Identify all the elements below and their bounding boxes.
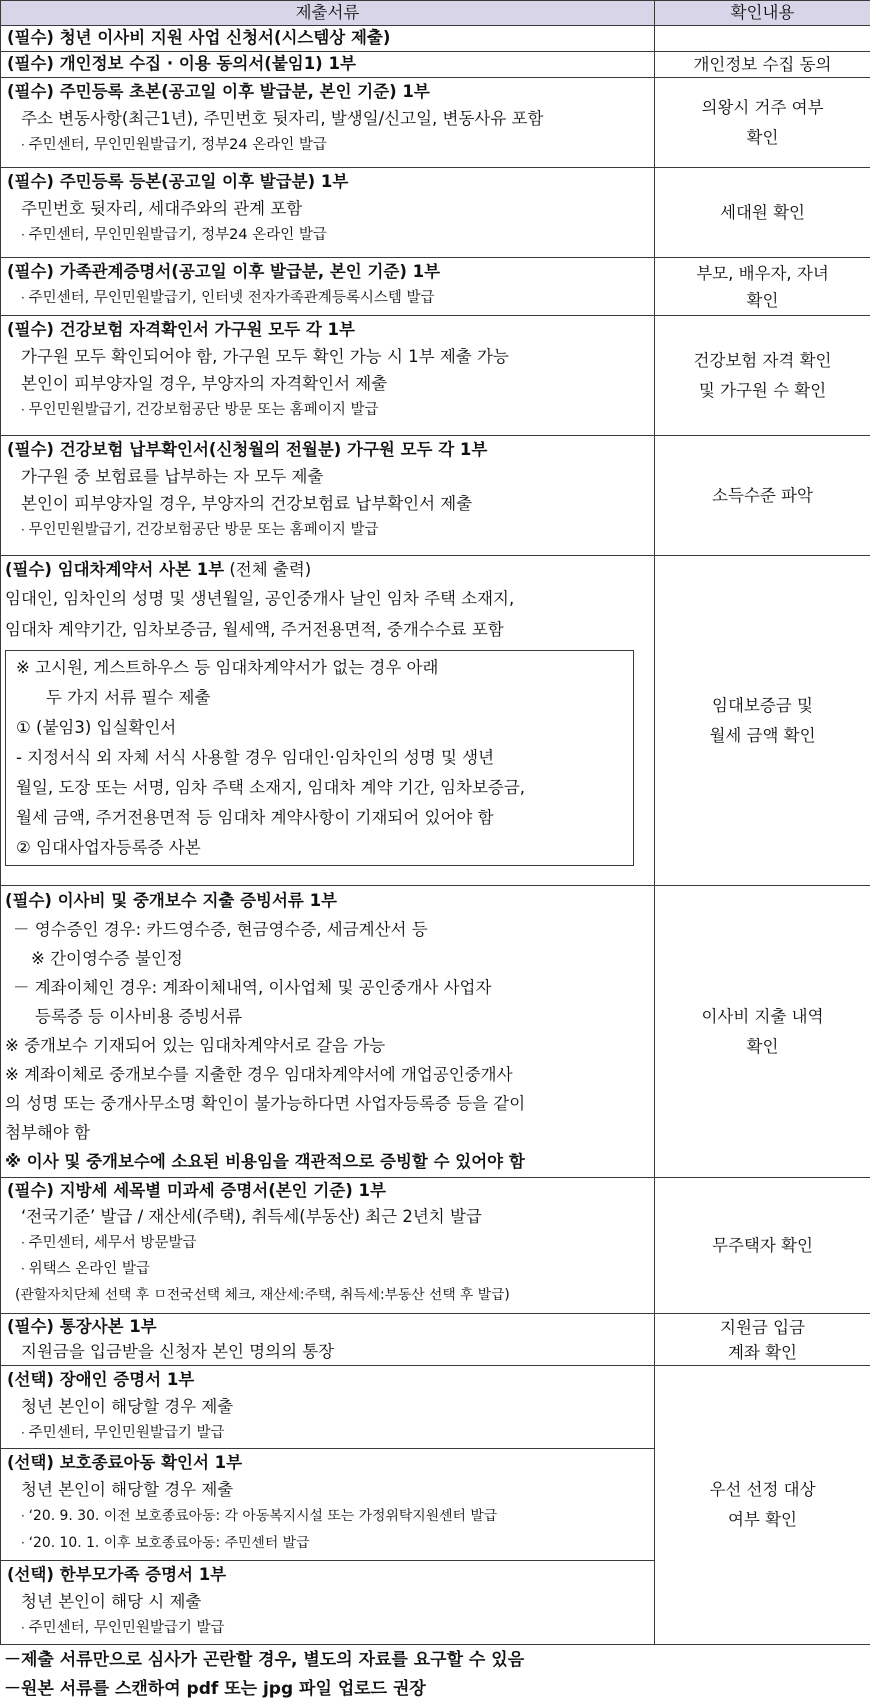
doc-detail: 본인이 피부양자일 경우, 부양자의 건강보험료 납부확인서 제출 bbox=[7, 490, 650, 517]
doc-title: (필수) 가족관계증명서(공고일 이후 발급분, 본인 기준) 1부 bbox=[7, 258, 650, 285]
footer-note: －제출 서류만으로 심사가 곤란할 경우, 별도의 자료를 요구할 수 있음 bbox=[0, 1646, 870, 1675]
table-row bbox=[1, 168, 870, 258]
doc-detail: 주소 변동사항(최근1년), 주민번호 뒷자리, 발생일/신고일, 변동사유 포함 bbox=[7, 105, 650, 132]
doc-title: (필수) 이사비 및 중개보수 지출 증빙서류 1부 bbox=[5, 886, 650, 915]
footer-note: －원본 서류를 스캔하여 pdf 또는 jpg 파일 업로드 권장 bbox=[0, 1675, 870, 1704]
doc-detail: 지원금을 입금받을 신청자 본인 명의의 통장 bbox=[7, 1339, 650, 1364]
confirm-text: 건강보험 자격 확인 bbox=[659, 346, 866, 376]
doc-title: (필수) 주민등록 등본(공고일 이후 발급분) 1부 bbox=[7, 168, 650, 195]
confirm-text: 월세 금액 확인 bbox=[659, 721, 866, 751]
confirm-text: 임대보증금 및 bbox=[659, 691, 866, 721]
doc-title: (필수) 지방세 세목별 미과세 증명서(본인 기준) 1부 bbox=[7, 1178, 650, 1204]
doc-detail: － 영수증인 경우: 카드영수증, 현금영수증, 세금계산서 등 bbox=[5, 915, 650, 944]
table-row bbox=[1, 78, 870, 168]
doc-detail: ‘전국기준’ 발급 / 재산세(주택), 취득세(부동산) 최근 2년치 발급 bbox=[7, 1204, 650, 1230]
doc-detail: 청년 본인이 해당할 경우 제출 bbox=[7, 1393, 650, 1420]
doc-source: · 주민센터, 무인민원발급기, 정부24 온라인 발급 bbox=[7, 222, 650, 249]
doc-source: · 무인민원발급기, 건강보험공단 방문 또는 홈페이지 발급 bbox=[7, 397, 650, 424]
doc-title: (선택) 보호종료아동 확인서 1부 bbox=[7, 1449, 650, 1476]
doc-source: · 무인민원발급기, 건강보험공단 방문 또는 홈페이지 발급 bbox=[7, 517, 650, 544]
doc-title-suffix: (전체 출력) bbox=[224, 560, 311, 579]
doc-detail: 등록증 등 이사비용 증빙서류 bbox=[5, 1002, 650, 1031]
confirm-text: 부모, 배우자, 자녀 bbox=[659, 260, 866, 287]
note-line: 월세 금액, 주거전용면적 등 임대차 계약사항이 기재되어 있어야 함 bbox=[16, 803, 623, 833]
table-row bbox=[1, 1366, 870, 1449]
doc-title: (필수) 주민등록 초본(공고일 이후 발급분, 본인 기준) 1부 bbox=[7, 78, 650, 105]
doc-detail: 임대차 계약기간, 임차보증금, 월세액, 주거전용면적, 중개수수료 포함 bbox=[5, 614, 650, 645]
note-line: 두 가지 서류 필수 제출 bbox=[16, 683, 623, 713]
doc-source: · 주민센터, 무인민원발급기, 정부24 온라인 발급 bbox=[7, 132, 650, 159]
doc-detail: ※ 이사 및 중개보수에 소요된 비용임을 객관적으로 증빙할 수 있어야 함 bbox=[5, 1147, 650, 1176]
doc-detail: ※ 간이영수증 불인정 bbox=[5, 944, 650, 973]
doc-source: · 주민센터, 무인민원발급기 발급 bbox=[7, 1420, 650, 1447]
table-row bbox=[1, 556, 870, 886]
doc-detail: 본인이 피부양자일 경우, 부양자의 자격확인서 제출 bbox=[7, 370, 650, 397]
lease-note-box bbox=[5, 650, 634, 866]
note-line: 월일, 도장 또는 서명, 임차 주택 소재지, 임대차 계약 기간, 임차보증금, bbox=[16, 773, 623, 803]
doc-detail: 가구원 모두 확인되어야 함, 가구원 모두 확인 가능 시 1부 제출 가능 bbox=[7, 343, 650, 370]
doc-source: · 주민센터, 무인민원발급기, 인터넷 전자가족관계등록시스템 발급 bbox=[7, 285, 650, 312]
note-line: ② 임대사업자등록증 사본 bbox=[16, 833, 623, 863]
doc-detail: 주민번호 뒷자리, 세대주와의 관계 포함 bbox=[7, 195, 650, 222]
confirm-text: 우선 선정 대상 bbox=[659, 1475, 866, 1505]
footer-notes bbox=[0, 1645, 870, 1704]
doc-detail: ※ 중개보수 기재되어 있는 임대차계약서로 갈음 가능 bbox=[5, 1031, 650, 1060]
header-confirm: 확인내용 bbox=[655, 1, 870, 26]
doc-note: (관할자치단체 선택 후 ㅁ전국선택 체크, 재산세:주택, 취득세:부동산 선택 후 발급) bbox=[7, 1282, 650, 1308]
table-row bbox=[1, 26, 870, 52]
confirm-text: 및 가구원 수 확인 bbox=[659, 376, 866, 406]
doc-source: · ‘20. 10. 1. 이후 보호종료아동: 주민센터 발급 bbox=[7, 1530, 650, 1557]
doc-source: · 주민센터, 세무서 방문발급 bbox=[7, 1230, 650, 1256]
confirm-text: 확인 bbox=[659, 1032, 866, 1062]
confirm-text: 이사비 지출 내역 bbox=[659, 1002, 866, 1032]
doc-detail: 첨부해야 함 bbox=[5, 1118, 650, 1147]
doc-title: (필수) 임대차계약서 사본 1부 bbox=[5, 560, 224, 579]
doc-title: (필수) 건강보험 납부확인서(신청월의 전월분) 가구원 모두 각 1부 bbox=[7, 436, 650, 463]
doc-title: (선택) 한부모가족 증명서 1부 bbox=[7, 1561, 650, 1588]
doc-detail: 청년 본인이 해당할 경우 제출 bbox=[7, 1476, 650, 1503]
confirm-text: 개인정보 수집 동의 bbox=[693, 55, 831, 74]
table-row bbox=[1, 52, 870, 78]
note-line: - 지정서식 외 자체 서식 사용할 경우 임대인·임차인의 성명 및 생년 bbox=[16, 743, 623, 773]
doc-title: (선택) 장애인 증명서 1부 bbox=[7, 1366, 650, 1393]
confirm-text: 소득수준 파악 bbox=[712, 486, 813, 505]
doc-detail: 청년 본인이 해당 시 제출 bbox=[7, 1588, 650, 1615]
doc-detail: 의 성명 또는 중개사무소명 확인이 불가능하다면 사업자등록증 등을 같이 bbox=[5, 1089, 650, 1118]
table-row bbox=[1, 886, 870, 1178]
confirm-text: 확인 bbox=[659, 287, 866, 314]
confirm-text: 확인 bbox=[659, 123, 866, 153]
doc-detail: 가구원 중 보험료를 납부하는 자 모두 제출 bbox=[7, 463, 650, 490]
note-line: ① (붙임3) 입실확인서 bbox=[16, 713, 623, 743]
doc-title: (필수) 청년 이사비 지원 사업 신청서(시스템상 제출) bbox=[7, 28, 390, 47]
doc-title: (필수) 개인정보 수집 · 이용 동의서(붙임1) 1부 bbox=[7, 54, 356, 73]
table-row bbox=[1, 1314, 870, 1366]
confirm-text: 지원금 입금 bbox=[659, 1315, 866, 1340]
confirm-text: 계좌 확인 bbox=[659, 1340, 866, 1365]
table-row bbox=[1, 316, 870, 436]
doc-source: · 위택스 온라인 발급 bbox=[7, 1256, 650, 1282]
doc-source: · 주민센터, 무인민원발급기 발급 bbox=[7, 1615, 650, 1642]
table-row bbox=[1, 436, 870, 556]
table-row bbox=[1, 258, 870, 316]
doc-source: · ‘20. 9. 30. 이전 보호종료아동: 각 아동복지시설 또는 가정위탁지원센터 발급 bbox=[7, 1503, 650, 1530]
table-header bbox=[1, 1, 870, 26]
doc-detail: 임대인, 임차인의 성명 및 생년월일, 공인중개사 날인 임차 주택 소재지, bbox=[5, 583, 650, 614]
confirm-text: 여부 확인 bbox=[659, 1505, 866, 1535]
confirm-text: 의왕시 거주 여부 bbox=[659, 93, 866, 123]
table-row bbox=[1, 1178, 870, 1314]
doc-title: (필수) 건강보험 자격확인서 가구원 모두 각 1부 bbox=[7, 316, 650, 343]
confirm-text: 세대원 확인 bbox=[720, 203, 805, 222]
doc-title: (필수) 통장사본 1부 bbox=[7, 1314, 650, 1339]
header-documents: 제출서류 bbox=[1, 1, 655, 26]
confirm-text: 무주택자 확인 bbox=[712, 1236, 813, 1255]
note-line: ※ 고시원, 게스트하우스 등 임대차계약서가 없는 경우 아래 bbox=[16, 653, 623, 683]
doc-detail: － 계좌이체인 경우: 계좌이체내역, 이사업체 및 공인중개사 사업자 bbox=[5, 973, 650, 1002]
doc-detail: ※ 계좌이체로 중개보수를 지출한 경우 임대차계약서에 개업공인중개사 bbox=[5, 1060, 650, 1089]
